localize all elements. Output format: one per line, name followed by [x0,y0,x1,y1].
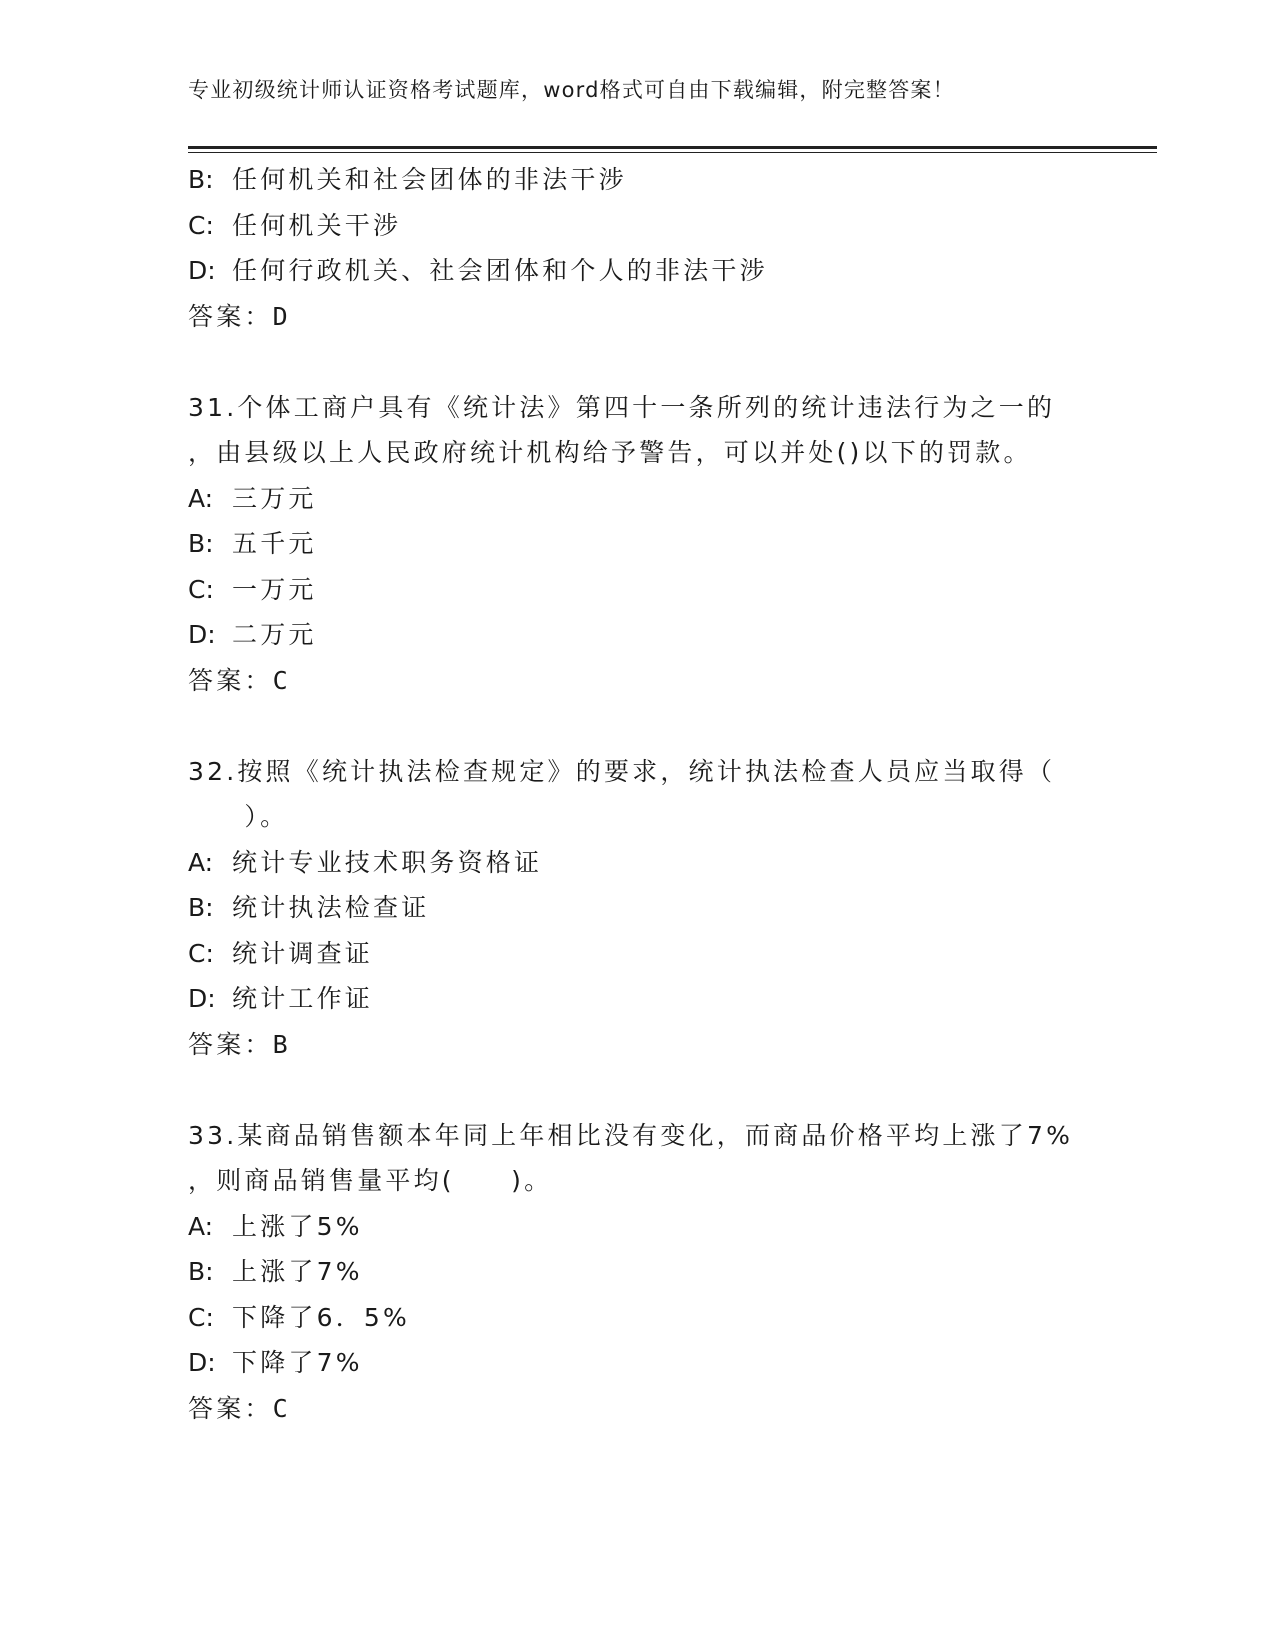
answer-value: C [272,1393,291,1423]
question-31-stem-line-2: ，由县级以上人民政府统计机构给予警告，可以并处()以下的罚款。 [188,438,1032,467]
option-label: A: [188,1211,214,1241]
option-text: 任何机关干涉 [232,210,402,240]
question-32-stem-line-1: 32.按照《统计执法检查规定》的要求，统计执法检查人员应当取得（ [188,756,1056,786]
option-text: 二万元 [232,620,317,649]
question-content [188,157,1088,1431]
option-label: A: [188,847,214,877]
option-text: 下降了6．5% [232,1302,410,1332]
option-d [188,976,1088,1022]
option-text: 上涨了5% [232,1211,363,1241]
answer-line [188,294,1088,340]
option-d [188,1340,1088,1386]
option-label: C: [188,1302,214,1332]
option-text: 五千元 [232,529,317,558]
option-label: C: [188,210,214,240]
option-b [188,521,1088,567]
answer-value: C [272,665,291,695]
header-rule-thin [188,152,1157,153]
spacer [188,1067,1088,1113]
option-text: 任何行政机关、社会团体和个人的非法干涉 [232,256,768,285]
option-label: B: [188,1257,214,1286]
option-label: C: [188,938,214,968]
header-rule-thick [188,146,1157,149]
option-a [188,476,1088,522]
question-32-stem-line-2: ）。 [188,802,289,831]
option-c [188,203,1088,249]
spacer [188,339,1088,385]
option-label: D: [188,1348,216,1377]
option-text: 下降了7% [232,1348,363,1377]
option-label: D: [188,984,216,1013]
answer-value: D [272,301,291,331]
option-text: 一万元 [232,574,317,604]
answer-value: B [272,1029,291,1059]
option-label: C: [188,574,214,604]
option-label: A: [188,483,214,513]
answer-line [188,1022,1088,1068]
answer-label: 答案： [188,1393,273,1423]
answer-label: 答案： [188,665,273,695]
option-b [188,157,1088,203]
question-31-stem-line-1: 31.个体工商户具有《统计法》第四十一条所列的统计违法行为之一的 [188,392,1056,422]
spacer [188,703,1088,749]
option-b [188,1249,1088,1295]
page-header: 专业初级统计师认证资格考试题库，word格式可自由下载编辑，附完整答案！ [188,78,955,102]
option-label: D: [188,256,216,285]
option-c [188,567,1088,613]
option-label: B: [188,529,214,558]
question-33-stem-line-2: ，则商品销售量平均( )。 [188,1166,553,1195]
option-text: 统计工作证 [232,984,374,1013]
answer-label: 答案： [188,301,273,331]
option-c [188,1295,1088,1341]
option-text: 统计调查证 [232,938,374,968]
option-text: 统计执法检查证 [232,893,430,922]
option-b [188,885,1088,931]
option-text: 三万元 [232,483,317,513]
answer-line [188,658,1088,704]
option-label: B: [188,165,214,194]
option-a [188,1204,1088,1250]
option-label: B: [188,893,214,922]
option-d [188,612,1088,658]
answer-line [188,1386,1088,1432]
question-33-stem-line-1: 33.某商品销售额本年同上年相比没有变化，而商品价格平均上涨了7% [188,1120,1074,1150]
answer-label: 答案： [188,1029,273,1059]
option-text: 任何机关和社会团体的非法干涉 [232,165,627,194]
option-a [188,840,1088,886]
option-c [188,931,1088,977]
option-label: D: [188,620,216,649]
option-d [188,248,1088,294]
option-text: 统计专业技术职务资格证 [232,847,543,877]
option-text: 上涨了7% [232,1257,363,1286]
